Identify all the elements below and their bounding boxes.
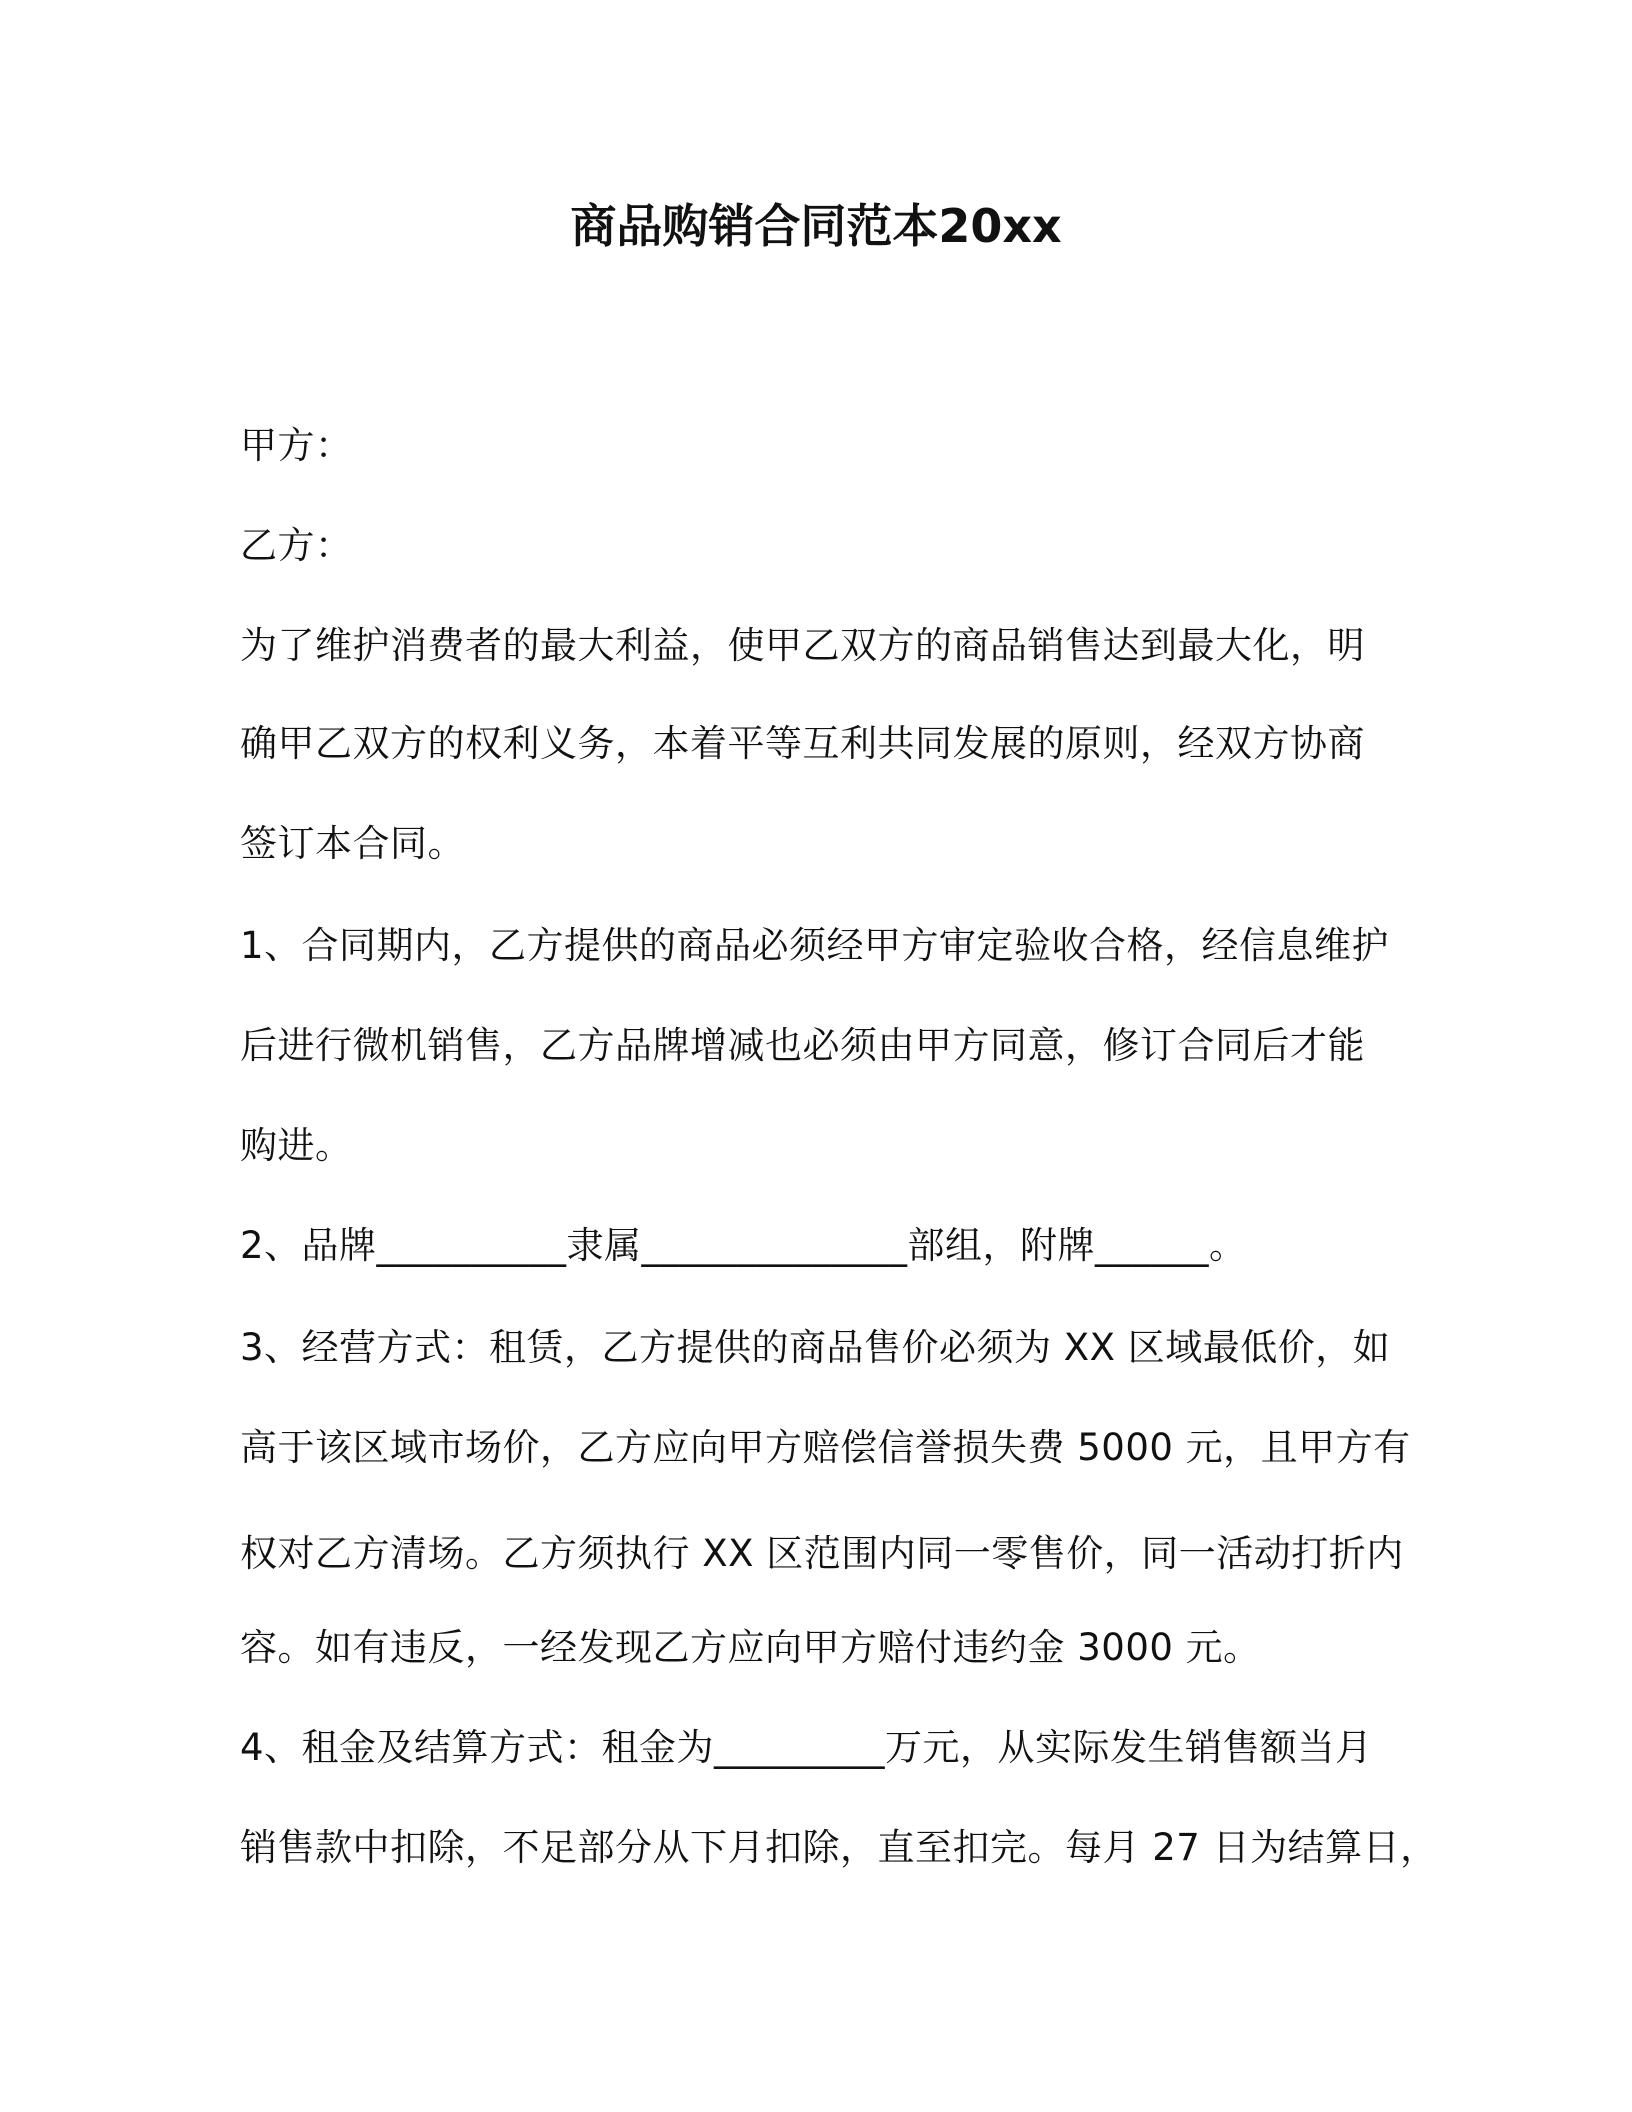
party-b-label: 乙方： [240,524,353,567]
clause-3-line: 容。如有违反，一经发现乙方应向甲方赔付违约金 3000 元。 [240,1626,1261,1669]
clause-1-line: 1、合同期内，乙方提供的商品必须经甲方审定验收合格，经信息维护 [240,924,1390,967]
document-title: 商品购销合同范本20xx [570,199,1062,253]
clause-4-line: 4、租金及结算方式：租金为_________万元，从实际发生销售额当月 [240,1726,1373,1769]
clause-3-line: 高于该区域市场价，乙方应向甲方赔偿信誉损失费 5000 元，且甲方有 [240,1426,1411,1469]
preamble-line: 为了维护消费者的最大利益，使甲乙双方的商品销售达到最大化，明 [240,624,1365,667]
clause-1-line: 购进。 [240,1124,353,1167]
clause-2-line: 2、品牌__________隶属______________部组，附牌______。 [240,1224,1247,1267]
clause-4-line: 销售款中扣除，不足部分从下月扣除，直至扣完。每月 27 日为结算日， [240,1826,1438,1869]
preamble-line: 确甲乙双方的权利义务，本着平等互利共同发展的原则，经双方协商 [240,722,1365,765]
clause-3-line: 权对乙方清场。乙方须执行 XX 区范围内同一零售价，同一活动打折内 [240,1532,1404,1575]
preamble-line: 签订本合同。 [240,822,465,865]
clause-3-line: 3、经营方式：租赁，乙方提供的商品售价必须为 XX 区域最低价，如 [240,1326,1391,1369]
party-a-label: 甲方： [240,424,353,467]
clause-1-line: 后进行微机销售，乙方品牌增减也必须由甲方同意，修订合同后才能 [240,1024,1365,1067]
